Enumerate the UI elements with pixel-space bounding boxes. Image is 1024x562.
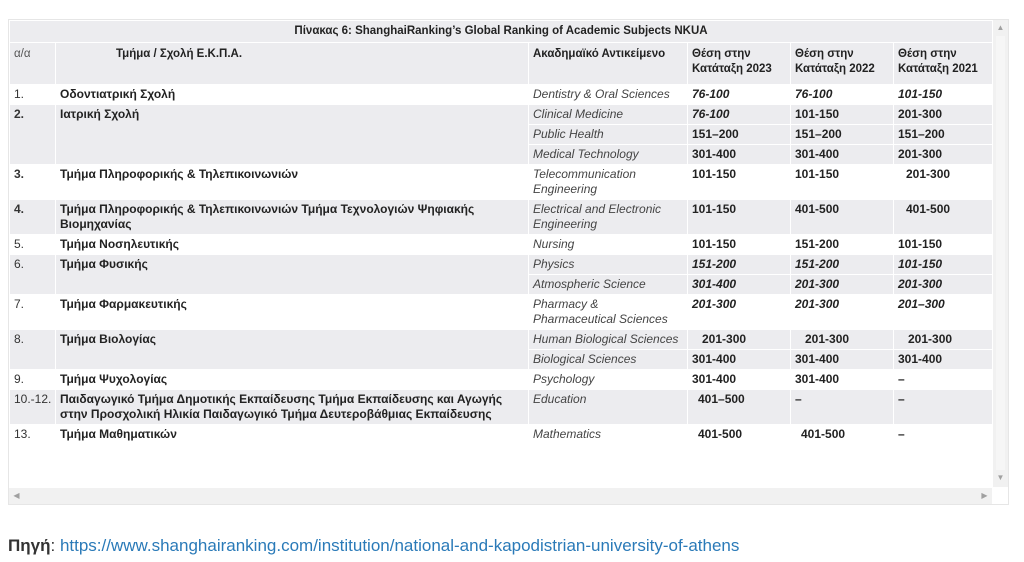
header-2021 [894, 43, 993, 85]
cell-dept: Τμήμα Φυσικής [56, 255, 529, 295]
cell-rank-2022: 201-300 [791, 330, 894, 350]
cell-rank-2023: 401-500 [688, 425, 791, 445]
cell-rank-2023: 201-300 [688, 295, 791, 330]
cell-rank-2023: 101-150 [688, 235, 791, 255]
header-dept: Τμήμα / Σχολή Ε.Κ.Π.Α. [56, 43, 529, 85]
table-frame [8, 19, 1009, 505]
source-colon: : [50, 536, 60, 555]
cell-dept: Τμήμα Βιολογίας [56, 330, 529, 370]
cell-rank-2022: 401-500 [791, 425, 894, 445]
cell-rank-2021: 201–300 [894, 295, 993, 330]
cell-dept: Τμήμα Φαρμακευτικής [56, 295, 529, 330]
cell-rank-2022: 401-500 [791, 200, 894, 235]
table-row [10, 200, 993, 235]
cell-rank-2021: 201-300 [894, 165, 993, 200]
cell-rank-2021: 201-300 [894, 330, 993, 350]
cell-rank-2021: 101-150 [894, 255, 993, 275]
vertical-scroll-thumb[interactable] [996, 36, 1005, 470]
table-caption: Πίνακας 6: ShanghaiRanking’s Global Ranking of Academic Subjects NKUA [10, 21, 993, 43]
cell-num: 1. [10, 85, 56, 105]
cell-num: 6. [10, 255, 56, 295]
table-row [10, 255, 993, 275]
cell-rank-2021: – [894, 370, 993, 390]
table-row [10, 85, 993, 105]
cell-rank-2023: 301-400 [688, 370, 791, 390]
cell-dept: Τμήμα Μαθηματικών [56, 425, 529, 445]
header-2023-line1: Θέση στην [692, 48, 751, 60]
header-2022-line2: Κατάταξη 2022 [795, 63, 875, 75]
cell-dept: Τμήμα Πληροφορικής & Τηλεπικοινωνιών Τμήμα Τεχνολογιών Ψηφιακής Βιομηχανίας [56, 200, 529, 235]
header-2021-line2: Κατάταξη 2021 [898, 63, 978, 75]
header-2022-line1: Θέση στην [795, 48, 854, 60]
cell-subject: Telecommunication Engineering [529, 165, 688, 200]
cell-rank-2022: 76-100 [791, 85, 894, 105]
cell-rank-2021: 201-300 [894, 105, 993, 125]
cell-subject: Public Health [529, 125, 688, 145]
cell-subject: Human Biological Sciences [529, 330, 688, 350]
scroll-up-icon[interactable]: ▲ [996, 23, 1005, 32]
cell-rank-2022: 151-200 [791, 235, 894, 255]
table-row [10, 370, 993, 390]
cell-subject: Mathematics [529, 425, 688, 445]
cell-rank-2023: 101-150 [688, 165, 791, 200]
cell-num: 2. [10, 105, 56, 165]
cell-dept: Τμήμα Πληροφορικής & Τηλεπικοινωνιών [56, 165, 529, 200]
cell-subject: Education [529, 390, 688, 425]
table-header-row [10, 43, 993, 85]
cell-num: 10.-12. [10, 390, 56, 425]
cell-rank-2022: 101-150 [791, 105, 894, 125]
cell-rank-2021: 201-300 [894, 145, 993, 165]
cell-subject: Clinical Medicine [529, 105, 688, 125]
cell-rank-2021: 151–200 [894, 125, 993, 145]
cell-rank-2022: 301-400 [791, 370, 894, 390]
cell-rank-2023: 151-200 [688, 255, 791, 275]
cell-subject: Electrical and Electronic Engineering [529, 200, 688, 235]
source-label: Πηγή [8, 536, 51, 555]
header-2021-line1: Θέση στην [898, 48, 957, 60]
cell-rank-2023: 301-400 [688, 145, 791, 165]
table-row [10, 425, 993, 445]
vertical-scrollbar[interactable] [993, 20, 1008, 487]
cell-subject: Dentistry & Oral Sciences [529, 85, 688, 105]
cell-dept: Τμήμα Ψυχολογίας [56, 370, 529, 390]
cell-subject: Atmospheric Science [529, 275, 688, 295]
cell-rank-2022: 201-300 [791, 275, 894, 295]
cell-rank-2023: 301-400 [688, 350, 791, 370]
table-row [10, 330, 993, 350]
cell-rank-2022: 151–200 [791, 125, 894, 145]
cell-rank-2022: 151-200 [791, 255, 894, 275]
cell-subject: Medical Technology [529, 145, 688, 165]
cell-rank-2023: 401–500 [688, 390, 791, 425]
cell-rank-2023: 151–200 [688, 125, 791, 145]
horizontal-scrollbar[interactable] [9, 488, 992, 504]
cell-rank-2021: 101-150 [894, 85, 993, 105]
table-row [10, 235, 993, 255]
cell-rank-2023: 301-400 [688, 275, 791, 295]
source-line [8, 536, 739, 556]
cell-rank-2023: 76-100 [688, 105, 791, 125]
cell-subject: Pharmacy & Pharmaceutical Sciences [529, 295, 688, 330]
header-subject: Ακαδημαϊκό Αντικείμενο [529, 43, 688, 85]
cell-dept: Παιδαγωγικό Τμήμα Δημοτικής Εκπαίδευσης Τμήμα Εκπαίδευσης και Αγωγής στην Προσχολική Ηλικία Παιδαγωγικό Τμήμα Δευτεροβάθμιας Εκπαίδευσης [56, 390, 529, 425]
cell-num: 9. [10, 370, 56, 390]
cell-dept: Τμήμα Νοσηλευτικής [56, 235, 529, 255]
cell-rank-2021: – [894, 390, 993, 425]
table-row [10, 105, 993, 125]
header-2022 [791, 43, 894, 85]
table-row [10, 390, 993, 425]
cell-rank-2022: 201-300 [791, 295, 894, 330]
header-2023 [688, 43, 791, 85]
cell-num: 13. [10, 425, 56, 445]
header-2023-line2: Κατάταξη 2023 [692, 63, 772, 75]
cell-rank-2022: – [791, 390, 894, 425]
cell-subject: Physics [529, 255, 688, 275]
cell-rank-2023: 101-150 [688, 200, 791, 235]
scroll-left-icon[interactable]: ◀ [13, 491, 20, 500]
cell-subject: Nursing [529, 235, 688, 255]
rankings-table [9, 20, 992, 445]
cell-num: 4. [10, 200, 56, 235]
cell-rank-2021: – [894, 425, 993, 445]
cell-rank-2023: 76-100 [688, 85, 791, 105]
source-link[interactable]: https://www.shanghairanking.com/institution/national-and-kapodistrian-university-of-athens [59, 536, 740, 555]
header-num: α/α [10, 43, 56, 85]
scroll-right-icon[interactable]: ▶ [981, 491, 988, 500]
cell-num: 8. [10, 330, 56, 370]
table-row [10, 295, 993, 330]
cell-rank-2021: 201-300 [894, 275, 993, 295]
cell-rank-2022: 301-400 [791, 350, 894, 370]
scroll-down-icon[interactable]: ▼ [996, 473, 1005, 482]
table-caption-row [10, 21, 993, 43]
cell-num: 5. [10, 235, 56, 255]
cell-rank-2023: 201-300 [688, 330, 791, 350]
cell-rank-2021: 101-150 [894, 235, 993, 255]
cell-subject: Biological Sciences [529, 350, 688, 370]
cell-num: 7. [10, 295, 56, 330]
cell-rank-2021: 401-500 [894, 200, 993, 235]
table-row [10, 165, 993, 200]
cell-dept: Οδοντιατρική Σχολή [56, 85, 529, 105]
table-scroll-area[interactable] [9, 20, 992, 487]
cell-rank-2022: 101-150 [791, 165, 894, 200]
cell-dept: Ιατρική Σχολή [56, 105, 529, 165]
cell-rank-2022: 301-400 [791, 145, 894, 165]
cell-num: 3. [10, 165, 56, 200]
cell-subject: Psychology [529, 370, 688, 390]
cell-rank-2021: 301-400 [894, 350, 993, 370]
